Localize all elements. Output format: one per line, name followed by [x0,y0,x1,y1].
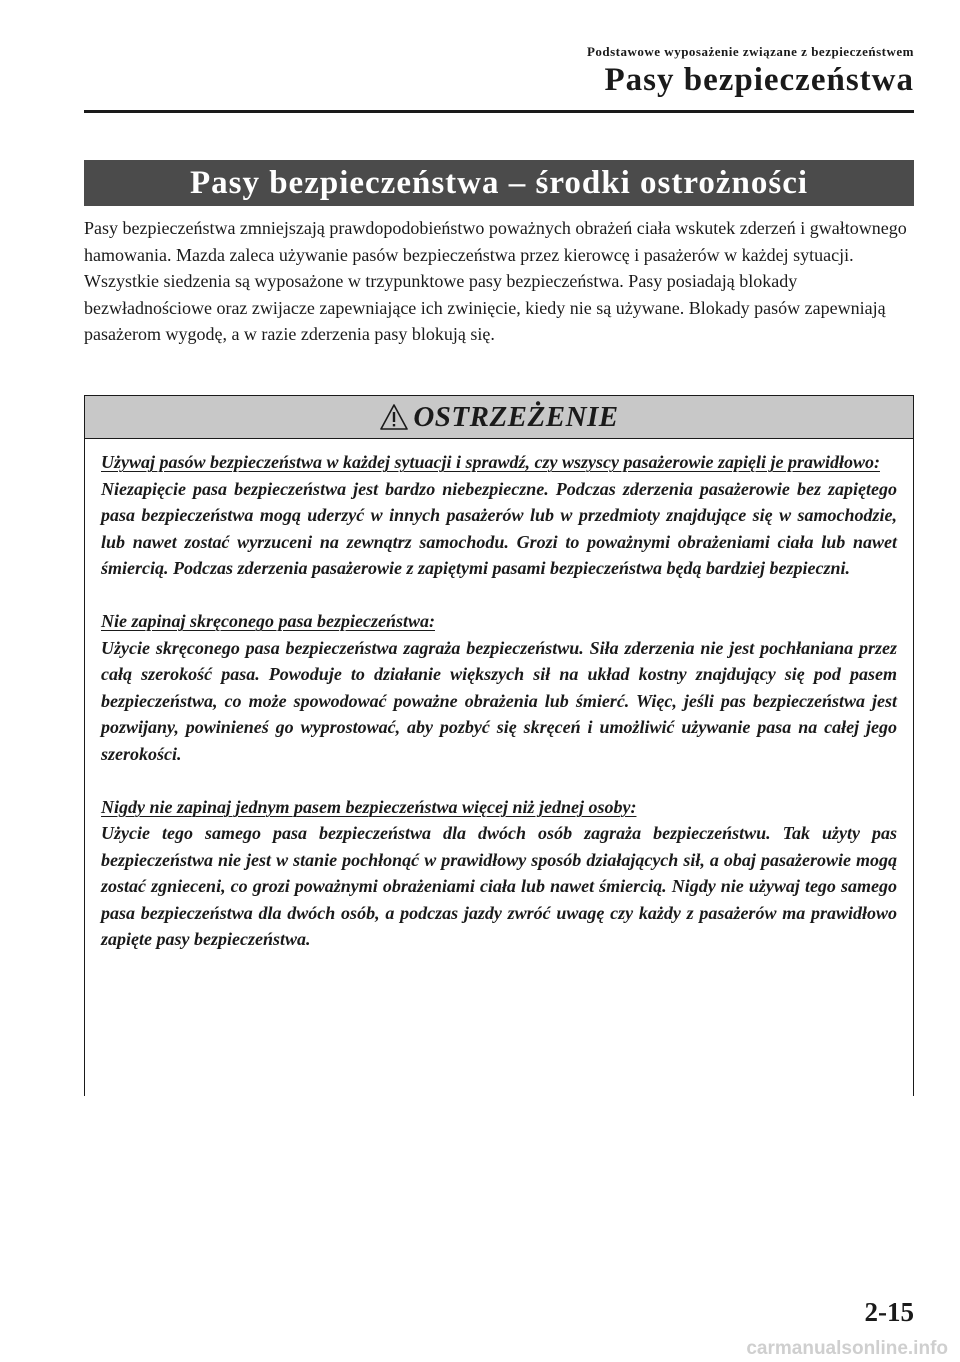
warning-item-heading-line [101,608,897,635]
warning-body [85,439,913,953]
warning-item [101,449,897,582]
intro-text [84,215,914,348]
warning-item-text: Użycie skręconego pasa bezpieczeństwa zagraża bezpieczeństwu. Siła zderzenia nie jest pochłaniana przez całą szerokość pasa. Powoduje to działanie większych sił na układ kostny znajdujący się pod pasem bezpieczeństwa, co może spowodować poważne obrażenia lub śmierć. Więc, jeśli pas bezpieczeństwa jest pozwijany, powinieneś go wyprostować, aby pozbyć się skręceń i umożliwić używanie pasa na całej jego szerokości. [101,637,897,764]
warning-item [101,794,897,953]
warning-item-heading: Nie zapinaj skręconego pasa bezpieczeństwa: [101,611,435,631]
intro-paragraph: Pasy bezpieczeństwa zmniejszają prawdopodobieństwo poważnych obrażeń ciała wskutek zderzeń i gwałtownego hamowania. Mazda zaleca używanie pasów bezpieczeństwa przez kierowcę i pasażerów w każdej sytuacji. [84,218,907,265]
warning-item-heading: Nigdy nie zapinaj jednym pasem bezpieczeństwa więcej niż jednej osoby: [101,796,637,817]
header-divider [84,110,914,113]
warning-item-text: Użycie tego samego pasa bezpieczeństwa dla dwóch osób zagraża bezpieczeństwu. Tak użyty pas bezpieczeństwa nie jest w stanie pochłonąć w prawidłowy sposób działających sił, a obaj pasażerowie mogą zostać zgnieceni, co grozi poważnymi obrażeniami ciała lub nawet śmiercią. Nigdy nie używaj tego samego pasa bezpieczeństwa dla dwóch osób, a podczas jazdy zwróć uwagę czy każdy z pasażerów ma prawidłowo zapięte pasy bezpieczeństwa. [101,823,897,949]
warning-box [84,395,914,1096]
intro-paragraph: Wszystkie siedzenia są wyposażone w trzypunktowe pasy bezpieczeństwa. Pasy posiadają blokady bezwładnościowe oraz zwijacze zapewniające ich zwinięcie, kiedy nie są używane. Blokady pasów zapewniają pasażerom wygodę, a w razie zderzenia pasy blokują się. [84,271,886,344]
warning-item-heading: Używaj pasów bezpieczeństwa w każdej sytuacji i sprawdź, czy wszyscy pasażerowie zapięli je prawidłowo: [101,452,880,472]
warning-item-text: Niezapięcie pasa bezpieczeństwa jest bardzo niebezpieczne. Podczas zderzenia pasażerowie bez zapiętego pasa bezpieczeństwa mogą uderzyć w innych pasażerów lub w przedmioty znajdujące się w samochodzie, lub nawet zostać wyrzuceni na zewnątrz samochodu. Grozi to poważnymi obrażeniami ciała lub nawet śmiercią. Podczas zderzenia pasażerowie z zapiętymi pasami bezpieczeństwa będą bardziej bezpieczni. [101,478,897,578]
warning-item-heading-line [101,794,897,821]
page-number: 2-15 [864,1297,914,1327]
warning-item [101,608,897,767]
warning-triangle-icon [379,403,409,431]
section-title: Pasy bezpieczeństwa – środki ostrożności [84,160,914,206]
chapter-title: Pasy bezpieczeństwa [604,62,914,98]
warning-item-heading-line [101,449,897,476]
warning-header [85,396,913,439]
warning-title: OSTRZEŻENIE [413,400,619,433]
chapter-subtitle: Podstawowe wyposażenie związane z bezpieczeństwem [586,44,914,59]
watermark: carmanualsonline.info [746,1338,948,1359]
